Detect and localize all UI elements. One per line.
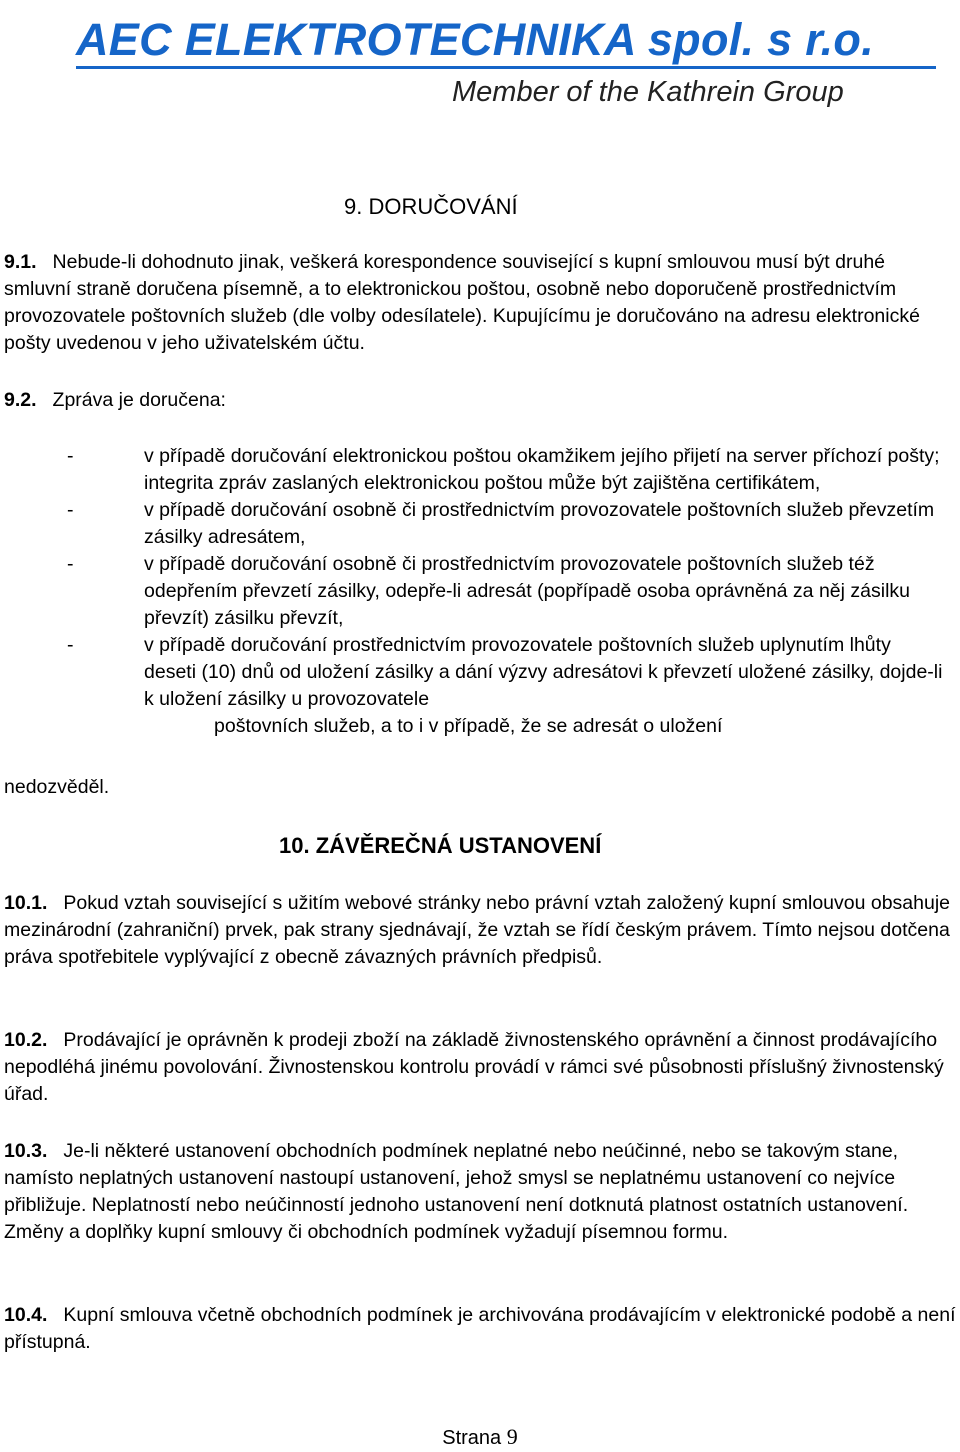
company-logo: AEC ELEKTROTECHNIKA spol. s r.o.: [76, 14, 875, 65]
letterhead: [0, 0, 960, 120]
list-item: - v případě doručování osobně či prostřednictvím provozovatele poštovních služeb též odepřením převzetí zásilky, odepře-li adresát (popřípadě osoba oprávněná za něj zásilku převzít) zásilku převzít,: [67, 553, 910, 629]
page-label: Strana: [442, 1427, 502, 1449]
list-item-ending: nedozvěděl.: [4, 776, 110, 798]
page-footer: [0, 1423, 960, 1452]
list-dash: -: [67, 499, 74, 521]
list-item: - v případě doručování prostřednictvím provozovatele poštovních služeb uplynutím lhůty deseti (10) dnů od uložení zásilky a dání výzvy adresátovi k převzetí uložené zásilky, dojde-li k uložení zásilky u provozovatele poštovních služeb, a to i v případě, že se adresát o uložení: [67, 632, 947, 740]
list-item: - v případě doručování osobně či prostřednictvím provozovatele poštovních služeb převzetím zásilky adresátem,: [67, 499, 935, 548]
list-item-continuation: poštovních služeb, a to i v případě, že se adresát o uložení: [214, 715, 723, 737]
list-dash: -: [67, 445, 74, 467]
paragraph-10-3: [4, 1138, 956, 1246]
paragraph-number: 10.3.: [4, 1140, 48, 1162]
section-9-title: 9. DORUČOVÁNÍ: [344, 194, 518, 219]
paragraph-text: Je-li některé ustanovení obchodních podmínek neplatné nebo neúčinné, nebo se takovým stane, namísto neplatných ustanovení nastoupí ustanovení, jehož smysl se neplatnému ustanovení co nejvíce přibližuje. Neplatností nebo neúčinností jednoho ustanovení není dotknutá platnost ostatních ustanovení. Změny a doplňky kupní smlouvy či obchodních podmínek vyžadují písemnou formu.: [4, 1140, 909, 1243]
paragraph-number: 10.4.: [4, 1304, 48, 1326]
page-number: 9: [506, 1424, 518, 1449]
paragraph-text: Kupní smlouva včetně obchodních podmínek je archivována prodávajícím v elektronické podobě a není přístupná.: [4, 1304, 956, 1353]
paragraph-number: 10.1.: [4, 892, 48, 914]
section-10-title: 10. ZÁVĚREČNÁ USTANOVENÍ: [279, 833, 602, 858]
paragraph-number: 10.2.: [4, 1029, 48, 1051]
delivery-conditions-list: [67, 443, 947, 740]
list-dash: -: [67, 634, 74, 656]
paragraph-text: Prodávající je oprávněn k prodeji zboží na základě živnostenského oprávnění a činnost prodávajícího nepodléhá jinému povolování. Živnostenskou kontrolu provádí v rámci své působnosti příslušný živnostenský úřad.: [4, 1029, 944, 1105]
paragraph-number: 9.2.: [4, 389, 37, 411]
paragraph-number: 9.1.: [4, 251, 37, 273]
paragraph-10-2: [4, 1027, 956, 1108]
paragraph-10-4: [4, 1302, 956, 1356]
paragraph-10-1: [4, 890, 956, 971]
paragraph-text: Zpráva je doručena:: [52, 389, 226, 411]
group-tagline: Member of the Kathrein Group: [452, 76, 844, 108]
list-dash: -: [67, 553, 74, 575]
paragraph-9-1: [4, 249, 956, 357]
list-item: - v případě doručování elektronickou poštou okamžikem jejího přijetí na server příchozí pošty; integrita zpráv zaslaných elektronickou poštou může být zajištěna certifikátem,: [67, 445, 940, 494]
paragraph-9-2: [4, 387, 956, 414]
paragraph-text: Nebude-li dohodnuto jinak, veškerá korespondence související s kupní smlouvou musí být druhé smluvní straně doručena písemně, a to elektronickou poštou, osobně nebo doporučeně prostřednictvím provozovatele poštovních služeb (dle volby odesílatele). Kupujícímu je doručováno na adresu elektronické pošty uvedenou v jeho uživatelském účtu.: [4, 251, 920, 354]
logo-rule: [76, 66, 936, 69]
paragraph-text: Pokud vztah související s užitím webové stránky nebo právní vztah založený kupní smlouvou obsahuje mezinárodní (zahraniční) prvek, pak strany sjednávají, že vztah se řídí českým právem. Tímto nejsou dotčena práva spotřebitele vyplývající z obecně závazných právních předpisů.: [4, 892, 951, 968]
